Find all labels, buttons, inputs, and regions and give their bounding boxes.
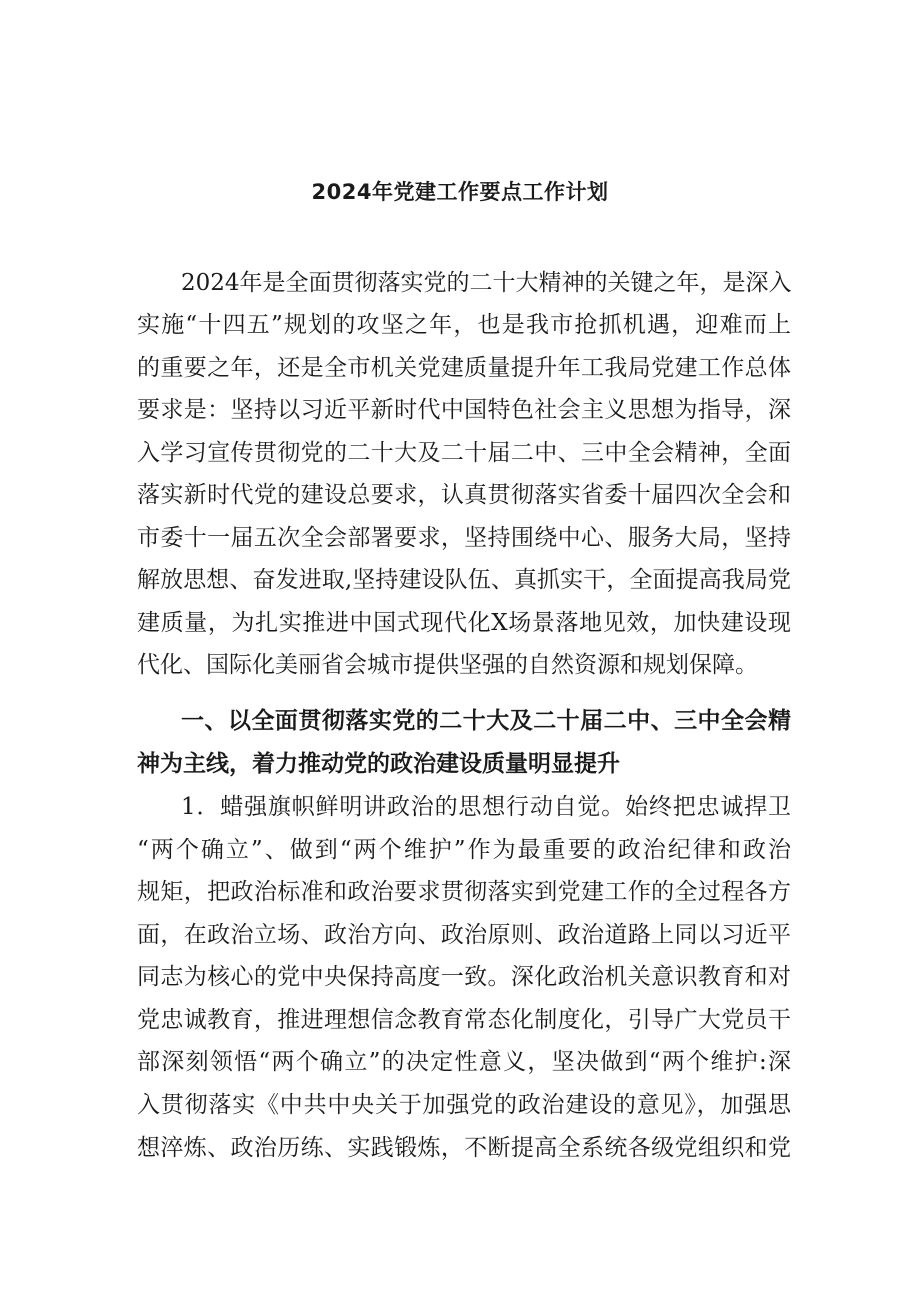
section-heading-line: 一、以全面贯彻落实党的二十大及二十届二中、三中全会精 — [181, 708, 791, 734]
intro-line: 建质量，为扎实推进中国式现代化X场景落地见效，加快建设现 — [137, 610, 791, 636]
item1-line: 入贯彻落实《中共中央关于加强党的政治建设的意见》，加强思 — [137, 1092, 791, 1118]
item1-line: 部深刻领悟“两个确立”的决定性意义，坚决做到“两个维护:深 — [137, 1049, 791, 1075]
intro-line: 解放思想、奋发进取,坚持建设队伍、真抓实干，全面提高我局党 — [137, 567, 791, 593]
intro-line: 的重要之年，还是全市机关党建质量提升年工我局党建工作总体 — [137, 355, 791, 381]
item1-line: 同志为核心的党中央保持高度一致。深化政治机关意识教育和对 — [137, 964, 791, 990]
intro-line: 市委十一届五次全会部署要求，坚持围绕中心、服务大局，坚持 — [137, 525, 791, 551]
item1-line: 1．蜡强旗帜鲜明讲政治的思想行动自觉。始终把忠诚捍卫 — [181, 794, 791, 820]
item1-line: “两个确立”、做到“两个维护”作为最重要的政治纪律和政治 — [137, 837, 791, 863]
item1-line: 规矩，把政治标准和政治要求贯彻落实到党建工作的全过程各方 — [137, 879, 791, 905]
intro-line: 落实新时代党的建设总要求，认真贯彻落实省委十届四次全会和 — [137, 482, 791, 508]
intro-line: 要求是：坚持以习近平新时代中国特色社会主义思想为指导，深 — [137, 397, 791, 423]
intro-line: 代化、国际化美丽省会城市提供坚强的自然资源和规划保障。 — [137, 652, 758, 678]
intro-line: 实施“十四五”规划的攻坚之年，也是我市抢抓机遇，迎难而上 — [137, 312, 791, 338]
item1-line: 面，在政治立场、政治方向、政治原则、政治道路上同以习近平 — [137, 922, 791, 948]
item1-line: 想淬炼、政治历练、实践锻炼，不断提高全系统各级党组织和党 — [137, 1135, 791, 1161]
document-title: 2024年党建工作要点工作计划 — [311, 180, 609, 204]
section-heading-line: 神为主线，着力推动党的政治建设质量明显提升 — [137, 751, 620, 777]
item1-line: 党忠诚教育，推进理想信念教育常态化制度化，引导广大党员干 — [137, 1007, 791, 1033]
intro-line: 入学习宣传贯彻党的二十大及二十届二中、三中全会精神，全面 — [137, 440, 791, 466]
intro-line: 2024年是全面贯彻落实党的二十大精神的关键之年，是深入 — [181, 270, 792, 296]
